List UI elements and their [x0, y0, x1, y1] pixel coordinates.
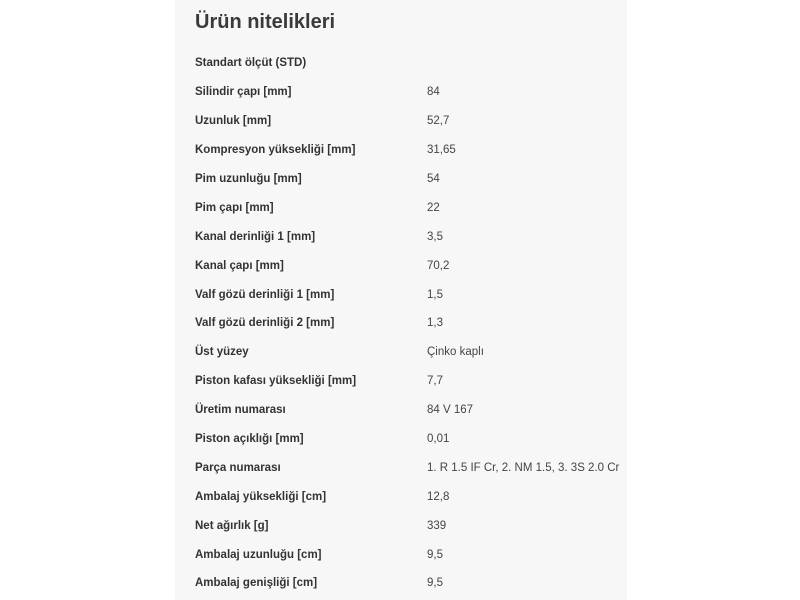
attribute-label: Üst yüzey [195, 346, 249, 359]
attribute-label: Valf gözü derinliği 2 [mm] [195, 317, 335, 330]
attribute-value: 1,5 [427, 288, 443, 301]
attribute-label: Piston açıklığı [mm] [195, 433, 304, 446]
attribute-value: 52,7 [427, 115, 450, 128]
attribute-label: Parça numarası [195, 461, 281, 474]
table-row [195, 107, 627, 136]
attribute-label: Silindir çapı [mm] [195, 86, 292, 99]
table-row [195, 338, 627, 367]
attribute-label: Net ağırlık [g] [195, 519, 269, 532]
attribute-value: 84 V 167 [427, 404, 474, 417]
table-row [195, 222, 627, 251]
section-title: Ürün nitelikleri [195, 11, 336, 33]
table-row [195, 280, 627, 309]
attribute-label: Uzunluk [mm] [195, 115, 272, 128]
table-row [195, 511, 627, 540]
attribute-value: 31,65 [427, 144, 456, 157]
attribute-label: Piston kafası yüksekliği [mm] [195, 375, 357, 388]
attribute-value: Çinko kaplı [427, 346, 484, 359]
attribute-label: Ambalaj yüksekliği [cm] [195, 490, 327, 503]
attribute-value: 9,5 [427, 548, 443, 561]
table-row [195, 453, 627, 482]
table-row [195, 78, 627, 107]
table-row [195, 569, 627, 598]
attribute-value: 1,3 [427, 317, 443, 330]
table-row [195, 193, 627, 222]
product-attributes-panel [175, 0, 627, 600]
attribute-label: Ambalaj genişliği [cm] [195, 577, 318, 590]
table-row [195, 425, 627, 454]
attribute-value: 70,2 [427, 259, 450, 272]
attribute-value: 339 [427, 519, 447, 532]
table-row [195, 165, 627, 194]
attribute-label: Pim uzunluğu [mm] [195, 173, 302, 185]
attribute-label: Üretim numarası [195, 404, 286, 417]
attribute-label: Ambalaj uzunluğu [cm] [195, 548, 322, 561]
attribute-value: 9,5 [427, 577, 443, 590]
attribute-label: Valf gözü derinliği 1 [mm] [195, 288, 335, 301]
attribute-value: 22 [427, 201, 440, 214]
attribute-label: Standart ölçüt (STD) [195, 57, 307, 70]
table-row [195, 49, 627, 78]
table-row [195, 309, 627, 338]
attribute-value: 7,7 [427, 375, 443, 388]
attribute-value: 0,01 [427, 433, 450, 446]
attribute-value: 1. R 1.5 IF Cr, 2. NM 1.5, 3. 3S 2.0 Cr [427, 461, 620, 474]
attribute-label: Kanal çapı [mm] [195, 259, 284, 272]
attribute-value: 84 [427, 86, 440, 99]
table-row [195, 367, 627, 396]
table-row [195, 136, 627, 165]
attribute-value: 3,5 [427, 230, 443, 243]
table-row [195, 482, 627, 511]
attribute-value: 12,8 [427, 490, 450, 503]
attribute-label: Kompresyon yüksekliği [mm] [195, 144, 356, 157]
table-row [195, 396, 627, 425]
attribute-label: Kanal derinliği 1 [mm] [195, 230, 316, 243]
table-row [195, 540, 627, 569]
attribute-value: 54 [427, 173, 440, 185]
attributes-table [195, 49, 627, 598]
attribute-label: Pim çapı [mm] [195, 201, 274, 214]
table-row [195, 251, 627, 280]
